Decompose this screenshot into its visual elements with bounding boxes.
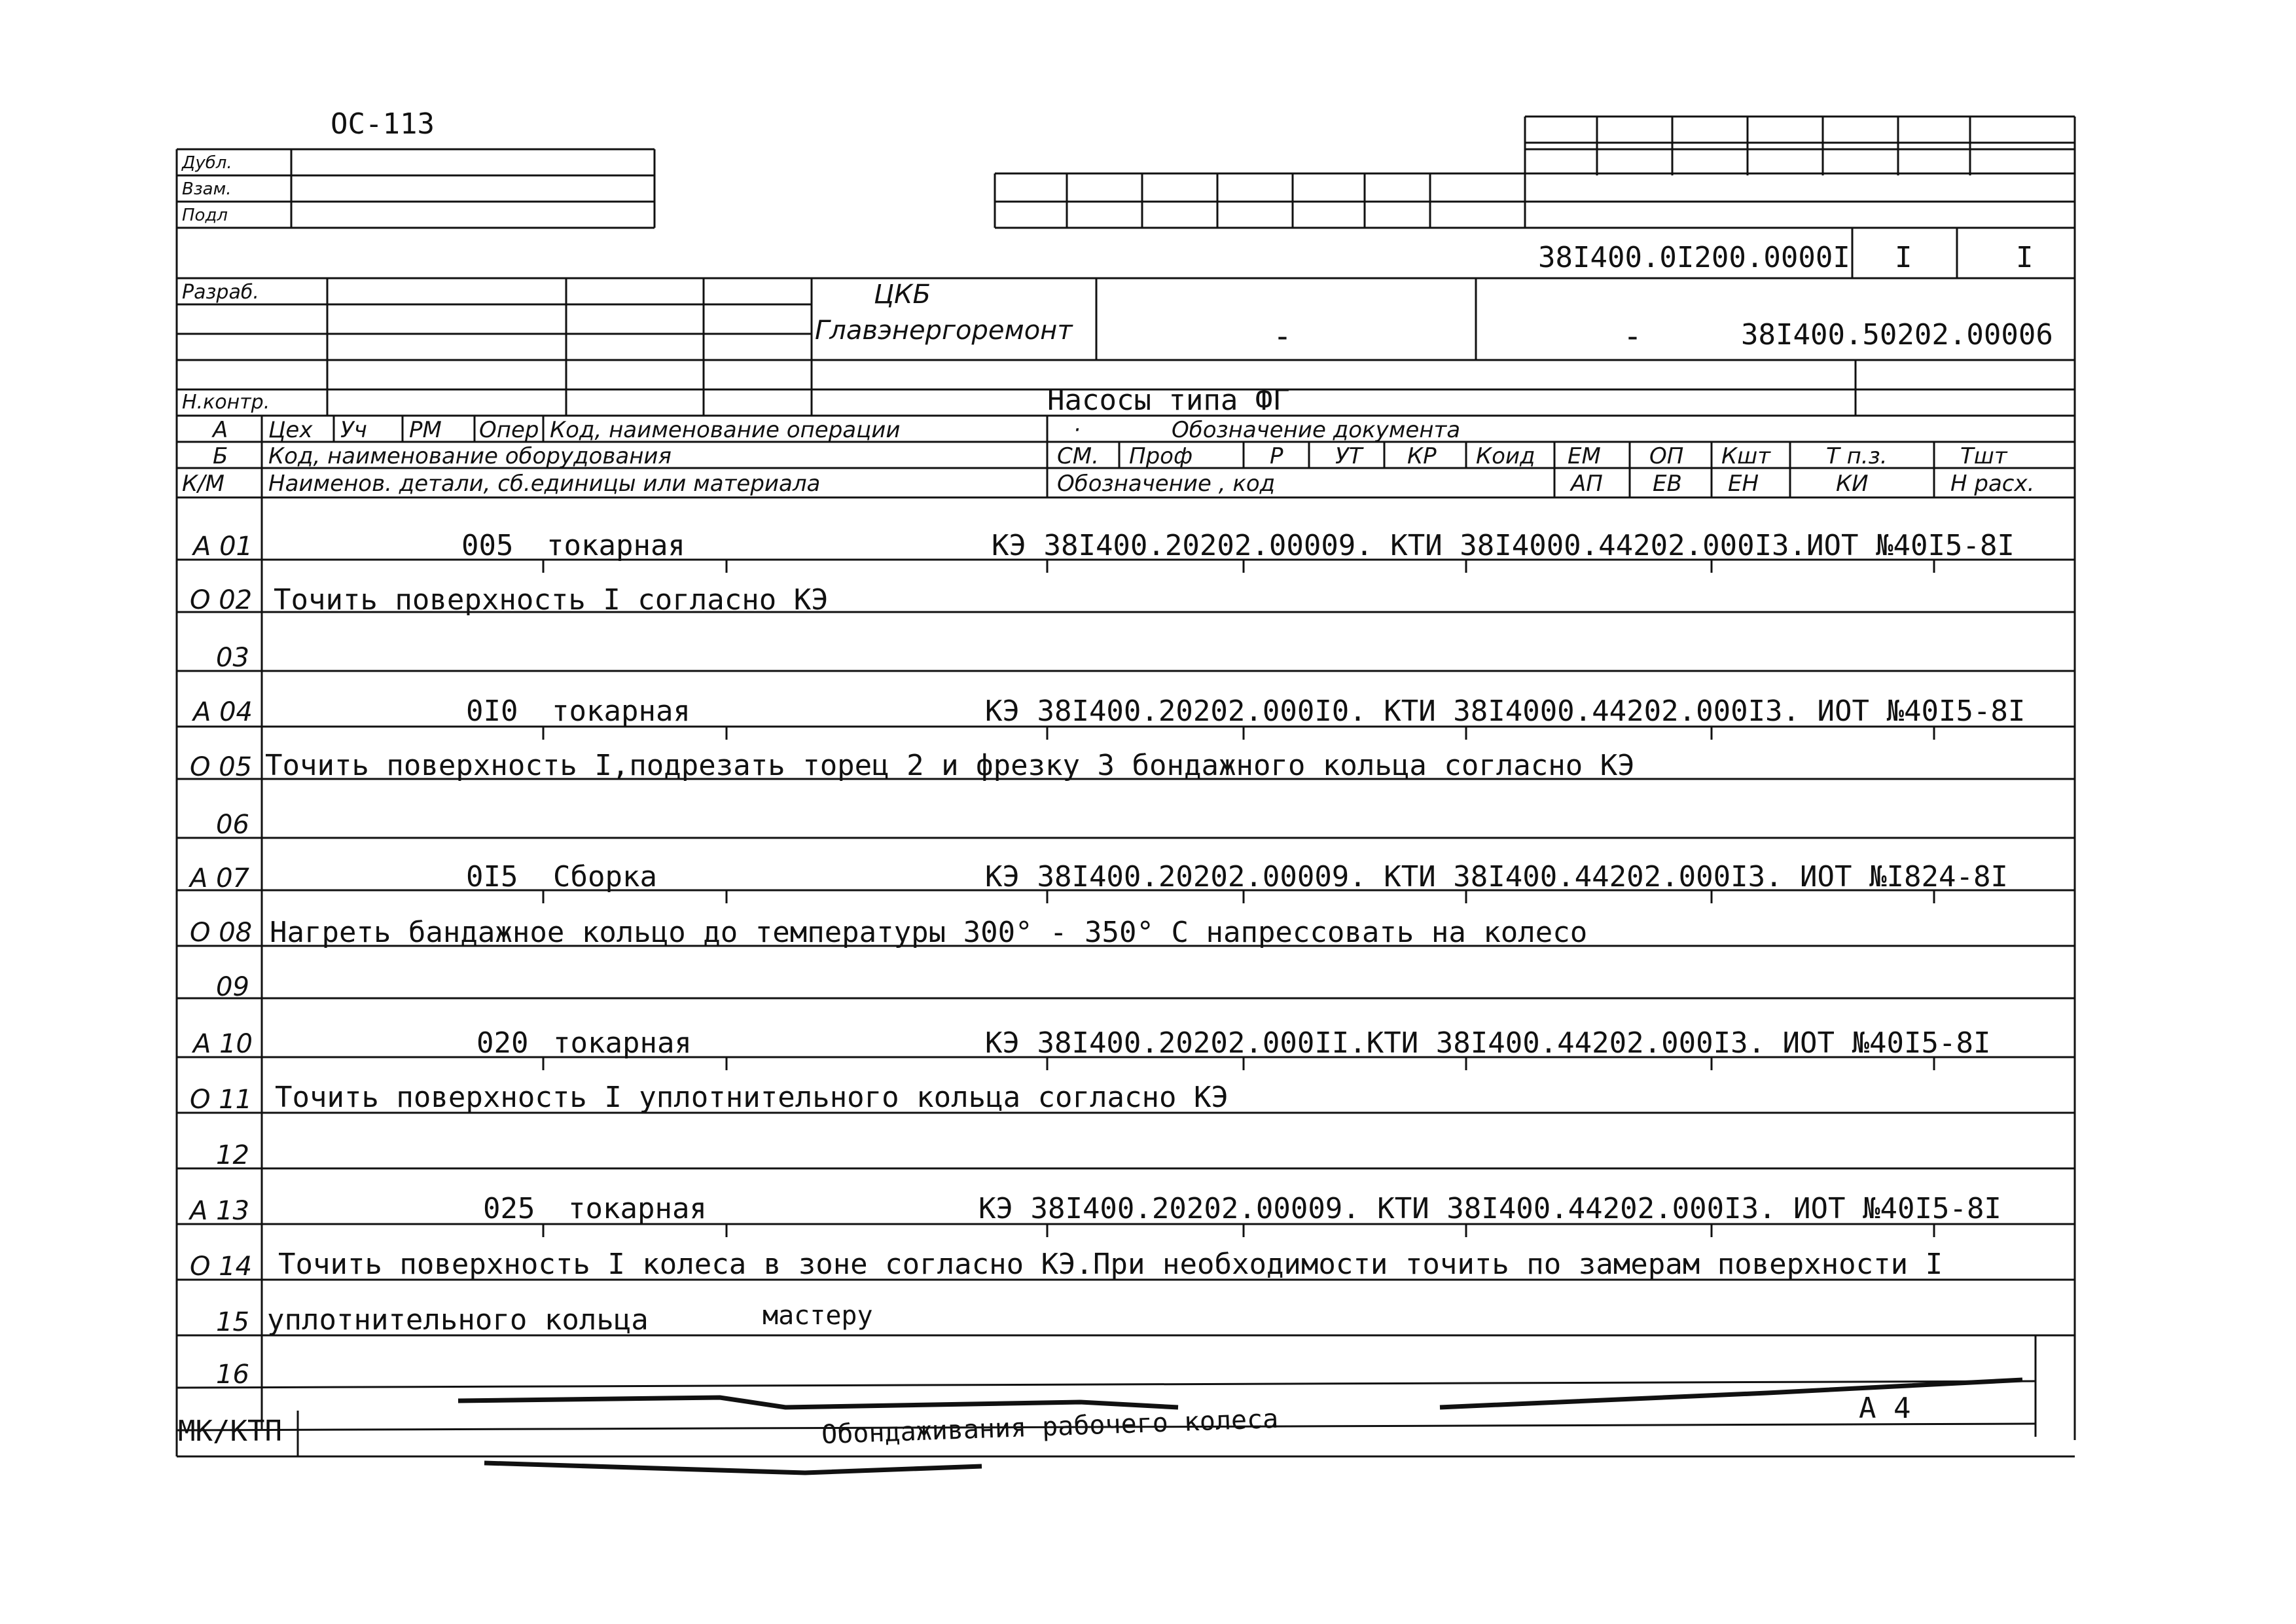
label-razrab: Разраб. <box>182 281 259 304</box>
label-vzam: Взам. <box>182 179 232 199</box>
product-title: Насосы типа ФГ <box>1047 384 1290 417</box>
footer-format: А 4 <box>1859 1392 1911 1425</box>
instruction-text: уплотнительного кольца <box>267 1303 649 1337</box>
row-number: О 14 <box>190 1252 253 1282</box>
header-kod-operation: Код, наименование операции <box>550 417 901 443</box>
header-r: Р <box>1270 443 1283 469</box>
organization-line2: Главэнергоремонт <box>815 316 1073 346</box>
operation-number: 025 <box>483 1192 535 1225</box>
row-number: 06 <box>216 810 249 840</box>
header-cex: Цех <box>268 417 313 443</box>
dash-field-1: - <box>1273 318 1292 355</box>
row-number: О 08 <box>190 918 253 948</box>
operation-name: токарная <box>568 1192 707 1225</box>
header-naim: Наименов. детали, сб.единицы или материала <box>268 471 821 497</box>
label-dubl: Дубл. <box>182 153 232 173</box>
header-kshtp: Кшт <box>1721 443 1771 469</box>
row-number: 12 <box>216 1140 249 1170</box>
row-number: А 10 <box>193 1029 253 1059</box>
row-number: О 05 <box>190 752 253 782</box>
organization-line1: ЦКБ <box>874 280 931 310</box>
instruction-text: Нагреть бандажное кольцо до температуры 300° - 350° С напрессовать на колесо <box>270 916 1588 949</box>
header-prof: Проф <box>1129 443 1193 469</box>
operation-number: 005 <box>461 529 514 562</box>
row-number: 15 <box>216 1307 249 1337</box>
operation-reference: КЭ 38I400.20202.00009. КТИ 38I400.44202.000I3. ИОТ №I824-8I <box>985 860 2008 893</box>
row-number: А 13 <box>190 1196 249 1226</box>
instruction-text: Точить поверхность I,подрезать торец 2 и фрезку 3 бондажного кольца согласно КЭ <box>265 749 1635 782</box>
sheet-number: I <box>2016 241 2034 274</box>
header-dot: · <box>1073 417 1081 443</box>
header-uch: Уч <box>340 417 367 443</box>
header-prefix-b: Б <box>213 443 228 469</box>
header-tpz: Т п.з. <box>1826 443 1888 469</box>
sheet-total: I <box>1895 241 1912 274</box>
operation-reference: КЭ 38I400.20202.000II.КТИ 38I400.44202.000I3. ИОТ №40I5-8I <box>985 1026 1991 1060</box>
row-number: А 04 <box>193 697 253 727</box>
instruction-text: Точить поверхность I колеса в зоне согласно КЭ.При необходимости точить по замерам поверхности I <box>278 1248 1943 1281</box>
operation-reference: КЭ 38I400.20202.00009. КТИ 38I4000.44202.000I3.ИОТ №40I5-8I <box>992 529 2015 562</box>
label-podl: Подл <box>182 206 228 225</box>
operation-reference: КЭ 38I400.20202.00009. КТИ 38I400.44202.000I3. ИОТ №40I5-8I <box>978 1192 2001 1225</box>
header-sm: СМ. <box>1057 443 1099 469</box>
operation-number: 020 <box>476 1026 529 1060</box>
header-oboz-kod: Обозначение , код <box>1057 471 1276 497</box>
instruction-text: Точить поверхность I согласно КЭ <box>274 583 829 617</box>
operation-reference: КЭ 38I400.20202.000I0. КТИ 38I4000.44202.000I3. ИОТ №40I5-8I <box>985 695 2026 728</box>
operation-name: токарная <box>547 529 685 562</box>
header-n-rasx: Н расх. <box>1950 471 2035 497</box>
form-code: ОС-113 <box>331 107 435 141</box>
operation-name: токарная <box>553 1026 692 1060</box>
operation-name: токарная <box>552 695 691 728</box>
header-rm: РМ <box>409 417 442 443</box>
header-document-designation: Обозначение документа <box>1172 417 1461 443</box>
row-number: А 01 <box>193 532 253 562</box>
label-n-kontr: Н.контр. <box>182 391 270 414</box>
row-number: А 07 <box>190 863 249 893</box>
header-ap: АП <box>1571 471 1603 497</box>
header-kod-equipment: Код, наименование оборудования <box>268 443 672 469</box>
header-op: ОП <box>1649 443 1684 469</box>
header-koid: Коид <box>1476 443 1535 469</box>
header-prefix-a: А <box>213 417 228 443</box>
instruction-text: Точить поверхность I уплотнительного кольца согласно КЭ <box>275 1081 1229 1114</box>
row-number: 03 <box>216 643 249 673</box>
row-number: 09 <box>216 972 249 1002</box>
header-ut: УТ <box>1335 443 1363 469</box>
row-number: 16 <box>216 1360 249 1390</box>
row-number: О 11 <box>190 1085 253 1115</box>
header-ki: КИ <box>1836 471 1869 497</box>
footer-form-label: МК/КТП <box>178 1415 282 1448</box>
header-ev: ЕВ <box>1653 471 1682 497</box>
footer-caption: Обондаживания рабочего колеса <box>821 1403 1279 1451</box>
operation-name: Сборка <box>553 860 657 893</box>
header-en: ЕН <box>1728 471 1759 497</box>
dash-field-2: - <box>1623 318 1642 355</box>
header-oper: Опер <box>479 417 539 443</box>
operation-number: 0I5 <box>466 860 518 893</box>
instruction-text-continued: мастеру <box>762 1301 873 1331</box>
row-number: О 02 <box>190 585 253 615</box>
header-em: ЕМ <box>1568 443 1601 469</box>
operation-number: 0I0 <box>466 695 518 728</box>
document-number-top: 38I400.0I200.0000I <box>1538 241 1850 274</box>
header-kr: КР <box>1407 443 1437 469</box>
document-number-main: 38I400.50202.00006 <box>1741 318 2053 352</box>
header-tsht: Тшт <box>1960 443 2007 469</box>
header-prefix-km: К/М <box>182 471 224 497</box>
